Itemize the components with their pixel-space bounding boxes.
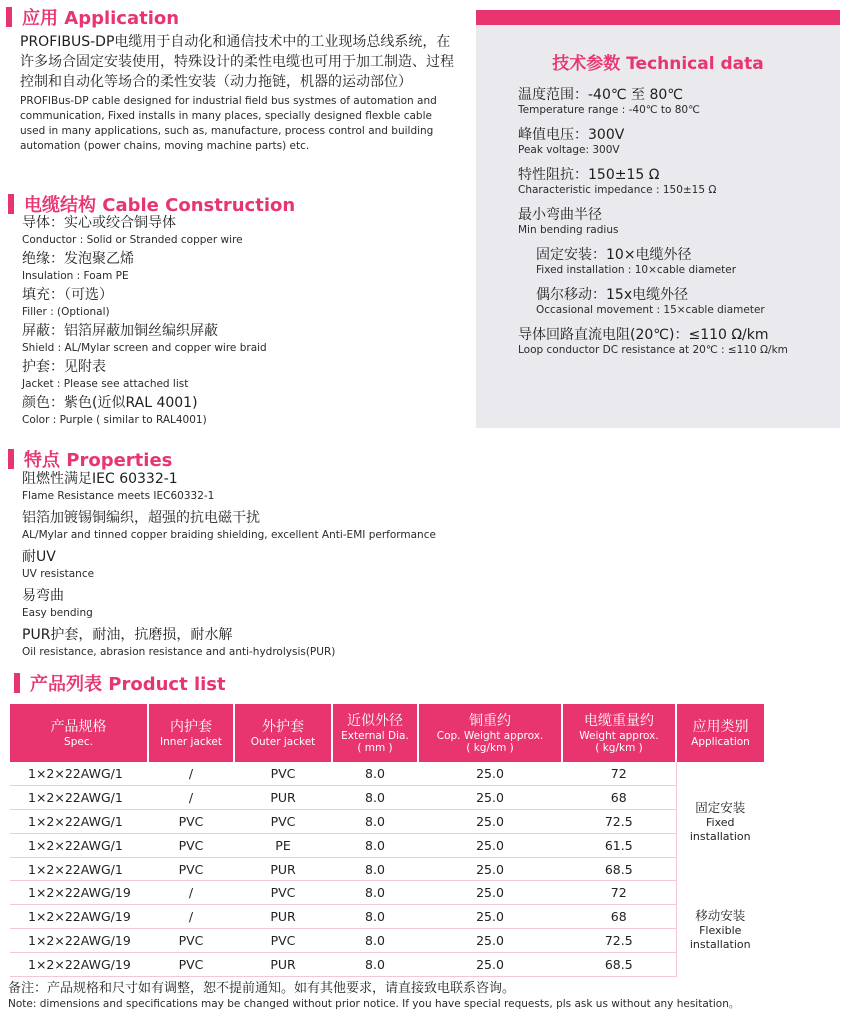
- cell-weight: 61.5: [562, 833, 676, 857]
- item-en: Color : Purple ( similar to RAL4001): [22, 414, 207, 426]
- list-item: [22, 358, 462, 392]
- cell-outer: PUR: [234, 905, 332, 929]
- header-application: 应用类别 Application: [676, 704, 764, 762]
- cell-spec: 1×2×22AWG/1: [10, 810, 148, 834]
- cell-outer: PVC: [234, 929, 332, 953]
- cell-spec: 1×2×22AWG/1: [10, 833, 148, 857]
- cell-cop: 25.0: [418, 905, 562, 929]
- item-en: Loop conductor DC resistance at 20℃ : ≤110 Ω/km: [518, 344, 788, 356]
- item-zh: 固定安装：10×电缆外径: [536, 247, 692, 263]
- cell-weight: 72: [562, 881, 676, 905]
- product-list-title: 产品列表 Product list: [30, 674, 226, 695]
- list-item: [22, 286, 462, 320]
- technical-data-panel: [476, 10, 840, 428]
- footer-note: [8, 980, 848, 1011]
- cell-spec: 1×2×22AWG/1: [10, 857, 148, 881]
- item-zh: 颜色：紫色(近似RAL 4001): [22, 395, 198, 411]
- tech-item: [476, 286, 840, 317]
- app-group-flexible: 移动安装 Flexible installation: [676, 881, 764, 976]
- cell-outer: PVC: [234, 881, 332, 905]
- cell-cop: 25.0: [418, 929, 562, 953]
- cell-cop: 25.0: [418, 881, 562, 905]
- cell-cop: 25.0: [418, 833, 562, 857]
- application-text-zh: PROFIBUS-DP电缆用于自动化和通信技术中的工业现场总线系统，在许多场合固定安装使用，特殊设计的柔性电缆也可用于加工制造、过程控制和自动化等场合的柔性安装（动力拖链，机器的运动部位）: [20, 34, 454, 90]
- cell-inner: /: [148, 905, 234, 929]
- table-row: [10, 857, 764, 881]
- cell-outer: PUR: [234, 857, 332, 881]
- cell-outer: PUR: [234, 786, 332, 810]
- cell-cop: 25.0: [418, 762, 562, 786]
- header-cable-weight: 电缆重量约 Weight approx. ( kg/km ): [562, 704, 676, 762]
- item-en: Filler : (Optional): [22, 306, 110, 318]
- table-row: [10, 881, 764, 905]
- cell-dia: 8.0: [332, 762, 418, 786]
- cell-inner: /: [148, 881, 234, 905]
- cell-weight: 68.5: [562, 857, 676, 881]
- properties-heading: [8, 446, 172, 472]
- cell-weight: 72.5: [562, 929, 676, 953]
- item-zh: 填充：（可选）: [22, 287, 113, 303]
- table-row: [10, 929, 764, 953]
- cell-dia: 8.0: [332, 857, 418, 881]
- note-zh: 备注：产品规格和尺寸如有调整，恕不提前通知。如有其他要求，请直接致电联系咨询。: [8, 981, 516, 996]
- item-zh: 铝箔加镀锡铜编织，超强的抗电磁干扰: [22, 510, 260, 526]
- item-zh: 峰值电压：300V: [518, 127, 625, 143]
- cell-inner: PVC: [148, 857, 234, 881]
- panel-accent-bar: [476, 10, 840, 25]
- item-en: Flame Resistance meets IEC60332-1: [22, 490, 215, 502]
- table-row: [10, 786, 764, 810]
- list-item: [22, 250, 462, 284]
- cell-inner: PVC: [148, 833, 234, 857]
- tech-item: [476, 86, 840, 117]
- cell-spec: 1×2×22AWG/19: [10, 905, 148, 929]
- cell-weight: 68.5: [562, 952, 676, 976]
- cell-inner: PVC: [148, 929, 234, 953]
- item-zh: 最小弯曲半径: [518, 207, 602, 223]
- tech-item: [476, 126, 840, 157]
- properties-list: [22, 470, 482, 662]
- cell-inner: /: [148, 786, 234, 810]
- header-copper-weight: 铜重约 Cop. Weight approx. ( kg/km ): [418, 704, 562, 762]
- item-zh: 易弯曲: [22, 588, 64, 604]
- app-group-fixed: 固定安装 Fixed installation: [676, 762, 764, 881]
- list-item: [22, 394, 462, 428]
- item-zh: 绝缘：发泡聚乙烯: [22, 251, 134, 267]
- item-en: UV resistance: [22, 568, 95, 580]
- properties-title: 特点 Properties: [24, 450, 173, 471]
- item-en: Insulation : Foam PE: [22, 270, 129, 282]
- item-en: Easy bending: [22, 607, 93, 619]
- header-inner-jacket: 内护套 Inner jacket: [148, 704, 234, 762]
- item-en: Oil resistance, abrasion resistance and anti-hydrolysis(PUR): [22, 646, 336, 658]
- cell-cop: 25.0: [418, 857, 562, 881]
- item-zh: 导体回路直流电阻(20℃)：≤110 Ω/km: [518, 327, 769, 343]
- table-row: [10, 952, 764, 976]
- cell-spec: 1×2×22AWG/19: [10, 881, 148, 905]
- item-en: Conductor : Solid or Stranded copper wire: [22, 234, 243, 246]
- cell-weight: 68: [562, 905, 676, 929]
- item-en: Occasional movement : 15×cable diameter: [536, 304, 765, 316]
- cell-cop: 25.0: [418, 810, 562, 834]
- cell-inner: PVC: [148, 952, 234, 976]
- tech-item: [476, 246, 840, 277]
- cell-dia: 8.0: [332, 833, 418, 857]
- item-en: Temperature range : -40℃ to 80℃: [518, 104, 700, 116]
- cell-spec: 1×2×22AWG/19: [10, 929, 148, 953]
- list-item: [22, 626, 482, 660]
- item-en: Characteristic impedance : 150±15 Ω: [518, 184, 717, 196]
- section-marker: [8, 194, 14, 214]
- section-marker: [14, 673, 20, 693]
- cell-inner: PVC: [148, 810, 234, 834]
- item-zh: 偶尔移动：15x电缆外径: [536, 287, 689, 303]
- list-item: [22, 322, 462, 356]
- product-table: [10, 704, 764, 977]
- list-item: [22, 587, 482, 621]
- table-row: [10, 810, 764, 834]
- cell-outer: PUR: [234, 952, 332, 976]
- item-zh: 耐UV: [22, 549, 56, 565]
- table-row: [10, 905, 764, 929]
- section-marker: [8, 449, 14, 469]
- list-item: [22, 548, 482, 582]
- application-section: [20, 4, 460, 154]
- cell-outer: PE: [234, 833, 332, 857]
- product-list-heading: [14, 670, 226, 696]
- list-item: [22, 509, 482, 543]
- item-en: Shield : AL/Mylar screen and copper wire braid: [22, 342, 267, 354]
- item-zh: PUR护套，耐油，抗磨损，耐水解: [22, 627, 233, 643]
- cell-weight: 68: [562, 786, 676, 810]
- cell-dia: 8.0: [332, 786, 418, 810]
- cell-dia: 8.0: [332, 881, 418, 905]
- cell-dia: 8.0: [332, 905, 418, 929]
- construction-list: [22, 214, 462, 430]
- cell-inner: /: [148, 762, 234, 786]
- item-zh: 特性阻抗：150±15 Ω: [518, 167, 660, 183]
- list-item: [22, 470, 482, 504]
- header-external-dia: 近似外径 External Dia. ( mm ): [332, 704, 418, 762]
- cell-outer: PVC: [234, 810, 332, 834]
- application-text-en: PROFIBus-DP cable designed for industrial field bus systmes of automation and communication, Fixed installs in many places, specially designed flexble cable used in many applications, such as, manufacture, process control and building automation (power chains, moving machine parts) etc.: [20, 95, 437, 152]
- tech-item: [476, 206, 840, 237]
- cell-dia: 8.0: [332, 952, 418, 976]
- application-heading: [6, 4, 460, 30]
- cell-outer: PVC: [234, 762, 332, 786]
- item-en: Jacket : Please see attached list: [22, 378, 189, 390]
- section-marker: [6, 7, 12, 27]
- cell-dia: 8.0: [332, 810, 418, 834]
- cell-dia: 8.0: [332, 929, 418, 953]
- header-spec: 产品规格 Spec.: [10, 704, 148, 762]
- cell-cop: 25.0: [418, 786, 562, 810]
- item-en: Fixed installation : 10×cable diameter: [536, 264, 737, 276]
- cell-spec: 1×2×22AWG/1: [10, 762, 148, 786]
- application-title: 应用 Application: [22, 8, 180, 29]
- table-row: [10, 762, 764, 786]
- cell-spec: 1×2×22AWG/1: [10, 786, 148, 810]
- table-row: [10, 833, 764, 857]
- item-en: Peak voltage: 300V: [518, 144, 620, 156]
- item-zh: 护套：见附表: [22, 359, 106, 375]
- construction-title: 电缆结构 Cable Construction: [24, 195, 296, 216]
- technical-title: 技术参数 Technical data: [552, 54, 764, 74]
- item-zh: 温度范围：-40℃ 至 80℃: [518, 87, 684, 103]
- item-en: Min bending radius: [518, 224, 619, 236]
- cell-spec: 1×2×22AWG/19: [10, 952, 148, 976]
- tech-item: [476, 326, 840, 357]
- cell-weight: 72.5: [562, 810, 676, 834]
- tech-item: [476, 166, 840, 197]
- note-en: Note: dimensions and specifications may be changed without prior notice. If you have special requests, pls ask us without any hesitation。: [8, 998, 740, 1010]
- item-en: AL/Mylar and tinned copper braiding shielding, excellent Anti-EMI performance: [22, 529, 436, 541]
- item-zh: 阻燃性满足IEC 60332-1: [22, 471, 178, 487]
- cell-cop: 25.0: [418, 952, 562, 976]
- table-header-row: [10, 704, 764, 762]
- list-item: [22, 214, 462, 248]
- cell-weight: 72: [562, 762, 676, 786]
- item-zh: 导体：实心或绞合铜导体: [22, 215, 176, 231]
- item-zh: 屏蔽：铝箔屏蔽加铜丝编织屏蔽: [22, 323, 218, 339]
- header-outer-jacket: 外护套 Outer jacket: [234, 704, 332, 762]
